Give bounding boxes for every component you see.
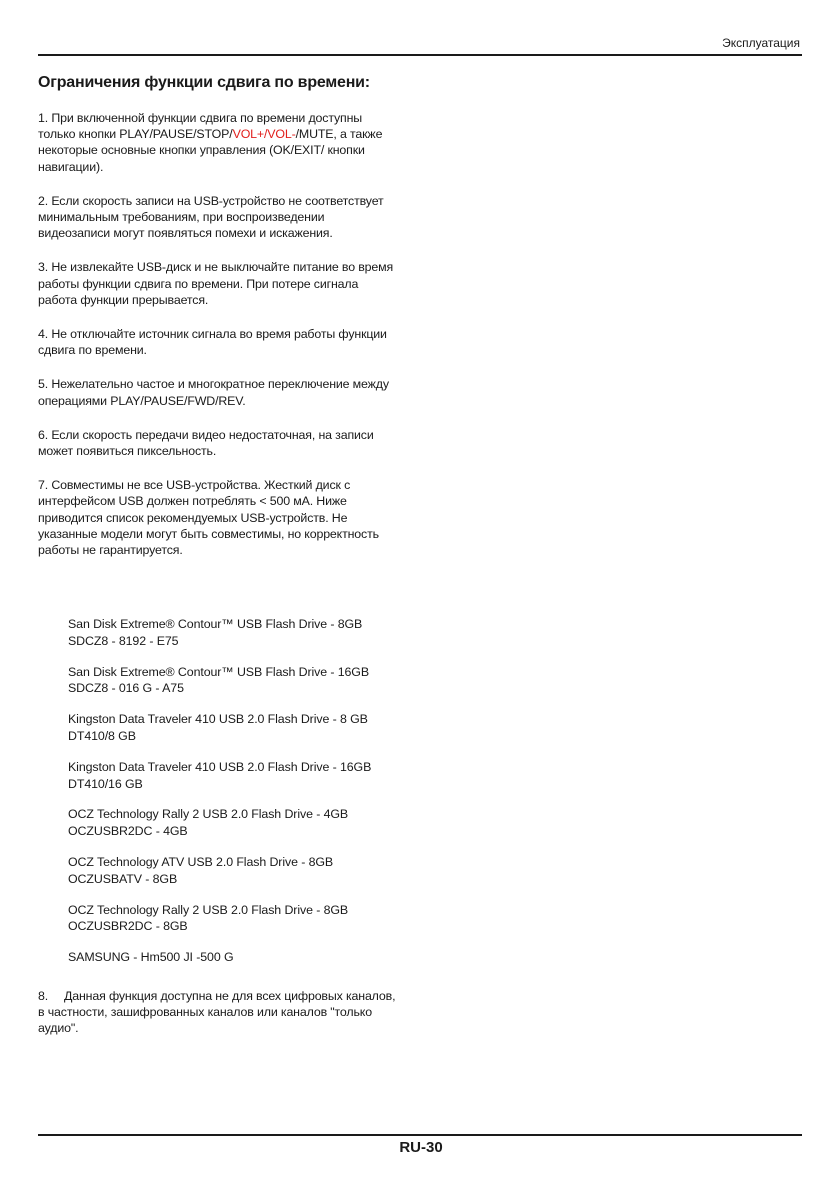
- device-name: San Disk Extreme® Contour™ USB Flash Drive - 16GB: [68, 664, 370, 679]
- header-rule: [38, 54, 802, 56]
- note-8: [38, 988, 398, 1037]
- item-1-text-end: /MUTE, а также некоторые основные кнопки управления (OK/EXIT/ кнопки навигации).: [38, 127, 383, 174]
- device-model: DT410/8 GB: [68, 728, 136, 743]
- list-item: [68, 616, 408, 650]
- item-2: 2. Если скорость записи на USB-устройство не соответствует минимальным требованиям, при воспроизведении видеозаписи могут появляться помехи и искажения.: [38, 193, 384, 241]
- item-1: [38, 110, 398, 175]
- list-item: [68, 949, 408, 966]
- item-7: 7. Совместимы не все USB-устройства. Жесткий диск с интерфейсом USB должен потреблять < 500 мА. Ниже приводится список рекомендуемых USB-устройств. Не указанные модели могут быть совместимы, но корректность работы не гарантируется.: [38, 478, 379, 558]
- page-number: RU-30: [399, 1139, 443, 1156]
- list-item: [68, 806, 408, 840]
- list-item: [68, 854, 408, 888]
- note-8-text: Данная функция доступна не для всех цифровых каналов, в частности, зашифрованных каналов или каналов "только аудио".: [38, 989, 396, 1036]
- device-list: [68, 616, 408, 980]
- main-content: [38, 74, 398, 576]
- device-model: OCZUSBR2DC - 8GB: [68, 919, 188, 934]
- device-model: SDCZ8 - 8192 - E75: [68, 633, 179, 648]
- device-name: San Disk Extreme® Contour™ USB Flash Drive - 8GB: [68, 617, 363, 631]
- item-6: 6. Если скорость передачи видео недостаточная, на записи может появиться пиксельность.: [38, 427, 374, 459]
- device-model: DT410/16 GB: [68, 776, 143, 791]
- list-item: [68, 759, 408, 793]
- item-4: 4. Не отключайте источник сигнала во время работы функции сдвига по времени.: [38, 327, 387, 358]
- device-name: OCZ Technology ATV USB 2.0 Flash Drive - 8GB: [68, 854, 334, 869]
- header-section-label: Эксплуатация: [722, 36, 800, 50]
- item-3: 3. Не извлекайте USB-диск и не выключайте питание во время работы функции сдвига по времени. При потере сигнала работа функции прерывается.: [38, 260, 394, 307]
- item-5: 5. Нежелательно частое и многократное переключение между операциями PLAY/PAUSE/FWD/REV.: [38, 377, 389, 408]
- list-item: [68, 902, 408, 936]
- item-1-highlight: VOL+/VOL-: [232, 127, 296, 142]
- device-name: OCZ Technology Rally 2 USB 2.0 Flash Drive - 4GB: [68, 807, 349, 822]
- item-1-text: 1. При включенной функции сдвига по времени доступны только кнопки PLAY/PAUSE/STOP/: [38, 111, 363, 142]
- footer-rule: [38, 1134, 802, 1136]
- device-name: Kingston Data Traveler 410 USB 2.0 Flash Drive - 16GB: [68, 759, 372, 774]
- device-model: SDCZ8 - 016 G - A75: [68, 681, 184, 696]
- device-name: SAMSUNG - Hm500 JI -500 G: [68, 950, 234, 965]
- device-name: OCZ Technology Rally 2 USB 2.0 Flash Drive - 8GB: [68, 902, 349, 917]
- device-model: OCZUSBATV - 8GB: [68, 871, 178, 886]
- page-title: Ограничения функции сдвига по времени:: [38, 74, 370, 91]
- note-8-number: 8.: [38, 989, 49, 1003]
- list-item: [68, 664, 408, 698]
- device-name: Kingston Data Traveler 410 USB 2.0 Flash Drive - 8 GB: [68, 712, 368, 727]
- device-model: OCZUSBR2DC - 4GB: [68, 824, 188, 839]
- list-item: [68, 711, 408, 745]
